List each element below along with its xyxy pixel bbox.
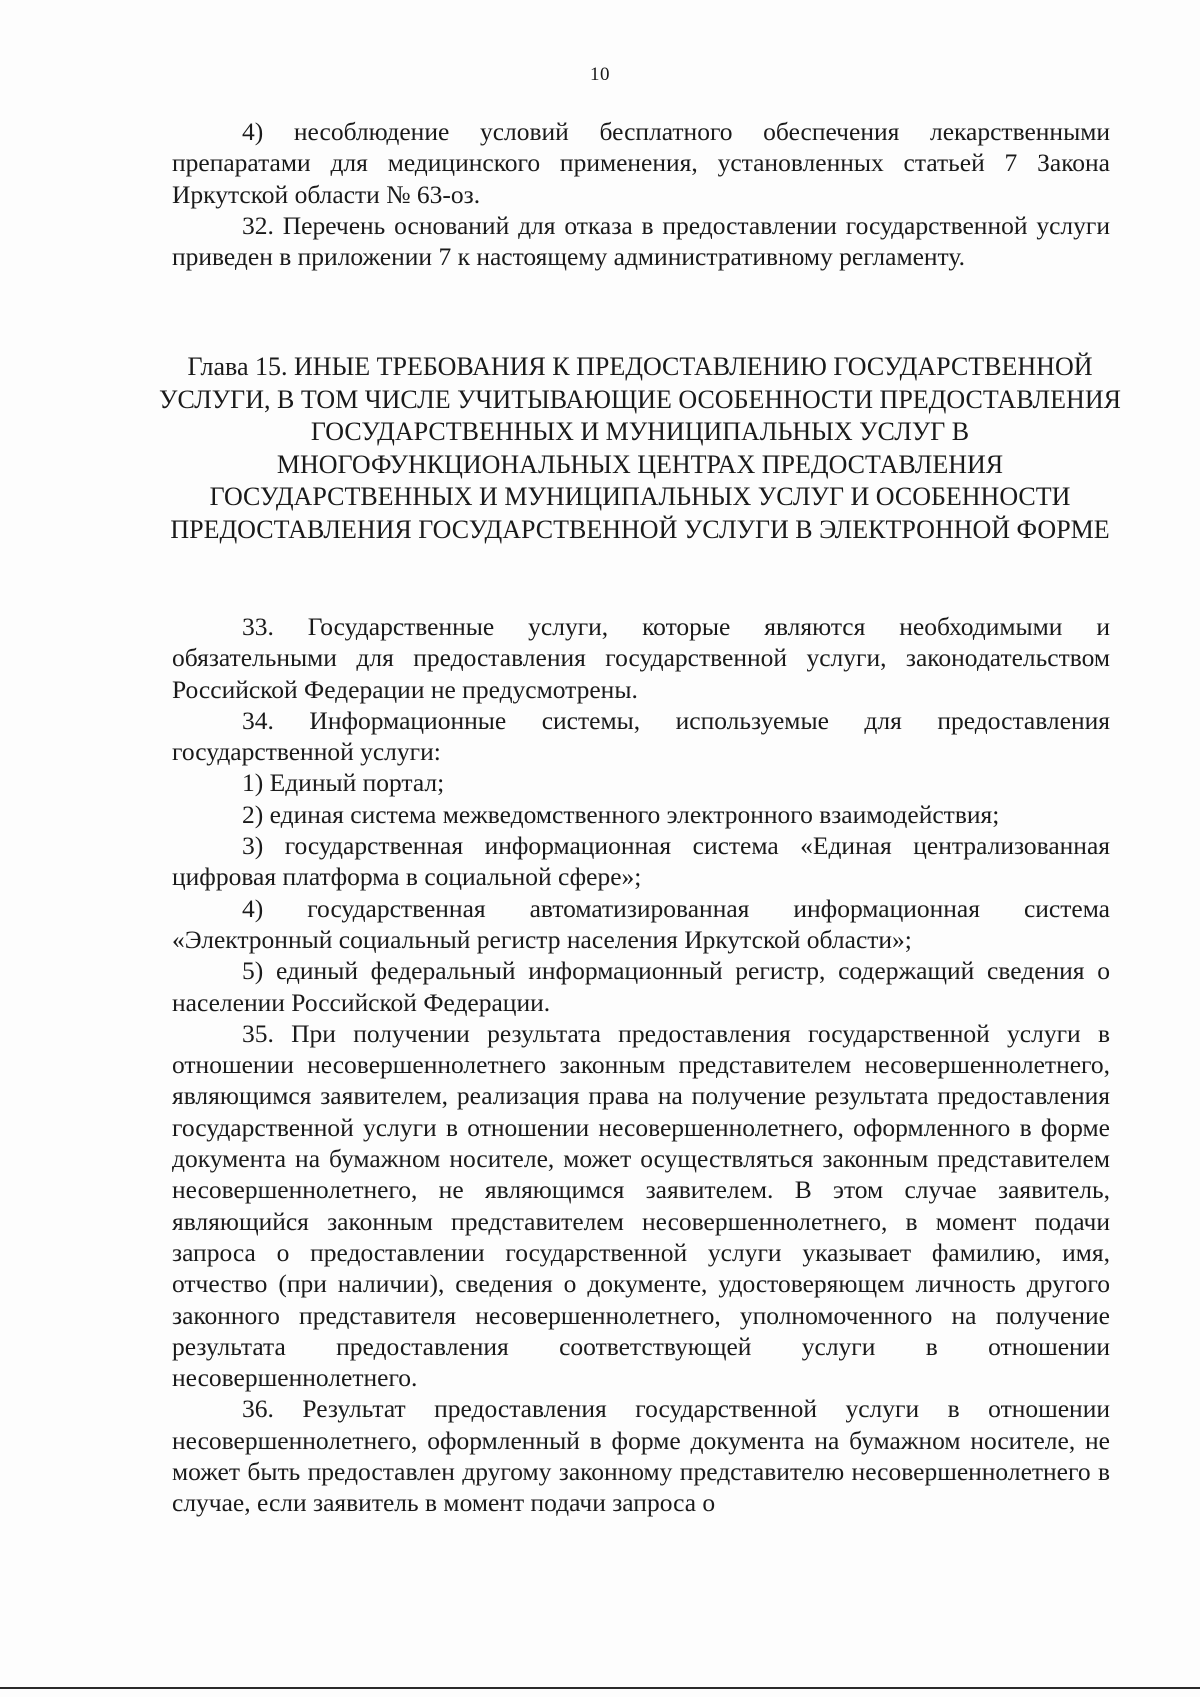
chapter-title: Глава 15. ИНЫЕ ТРЕБОВАНИЯ К ПРЕДОСТАВЛЕНИЮ ГОСУДАРСТВЕННОЙ УСЛУГИ, В ТОМ ЧИСЛЕ УЧИТЫВАЮЩИЕ ОСОБЕННОСТИ ПРЕДОСТАВЛЕНИЯ ГОСУДАРСТВЕННЫХ И МУНИЦИПАЛЬНЫХ УСЛУГ В МНОГОФУНКЦИОНАЛЬНЫХ ЦЕНТРАХ ПРЕДОСТАВЛЕНИЯ ГОСУДАРСТВЕННЫХ И МУНИЦИПАЛЬНЫХ УСЛУГ И ОСОБЕННОСТИ ПРЕДОСТАВЛЕНИЯ ГОСУДАРСТВЕННОЙ УСЛУГИ В ЭЛЕКТРОННОЙ ФОРМЕ [159,352,1121,544]
text-block-bottom [172,611,1110,1519]
list-item-1: 1) Единый портал; [242,768,445,798]
list-item-4: 4) государственная автоматизированная информационная система «Электронный социальный регистр населения Иркутской области»; [172,893,1110,954]
paragraph-33: 33. Государственные услуги, которые являются необходимыми и обязательными для предоставления государственной услуги, законодательством Российской Федерации не предусмотрены. [172,612,1110,704]
list-item-2: 2) единая система межведомственного электронного взаимодействия; [242,799,1000,829]
paragraph-item-4: 4) несоблюдение условий бесплатного обеспечения лекарственными препаратами для медицинского применения, установленных статьей 7 Закона Иркутской области № 63-оз. [172,117,1110,209]
paragraph-36: 36. Результат предоставления государственной услуги в отношении несовершеннолетнего, оформленный в форме документа на бумажном носителе, не может быть предоставлен другому законному представителю несовершеннолетнего в случае, если заявитель в момент подачи запроса о [172,1394,1110,1518]
scan-edge-divider [0,1687,1200,1689]
page-number: 10 [590,64,610,85]
text-block-top [172,116,1110,272]
paragraph-35: 35. При получении результата предоставления государственной услуги в отношении несовершеннолетнего законным представителем несовершеннолетнего, являющимся заявителем, реализация права на получение результата предоставления государственной услуги в отношении несовершеннолетнего, оформленного в форме документа на бумажном носителе, может осуществляться законным представителем несовершеннолетнего, не являющимся заявителем. В этом случае заявитель, являющийся законным представителем несовершеннолетнего, в момент подачи запроса о предоставлении государственной услуги указывает фамилию, имя, отчество (при наличии), сведения о документе, удостоверяющем личность другого законного представителя несовершеннолетнего, уполномоченного на получение результата предоставления соответствующей услуги в отношении несовершеннолетнего. [172,1018,1110,1393]
list-item-3: 3) государственная информационная система «Единая централизованная цифровая платформа в социальной сфере»; [172,831,1110,892]
list-item-5: 5) единый федеральный информационный регистр, содержащий сведения о населении Российской Федерации. [172,956,1110,1017]
paragraph-32: 32. Перечень оснований для отказа в предоставлении государственной услуги приведен в приложении 7 к настоящему административному регламенту. [172,210,1110,272]
paragraph-34: 34. Информационные системы, используемые для предоставления государственной услуги: [172,705,1110,767]
